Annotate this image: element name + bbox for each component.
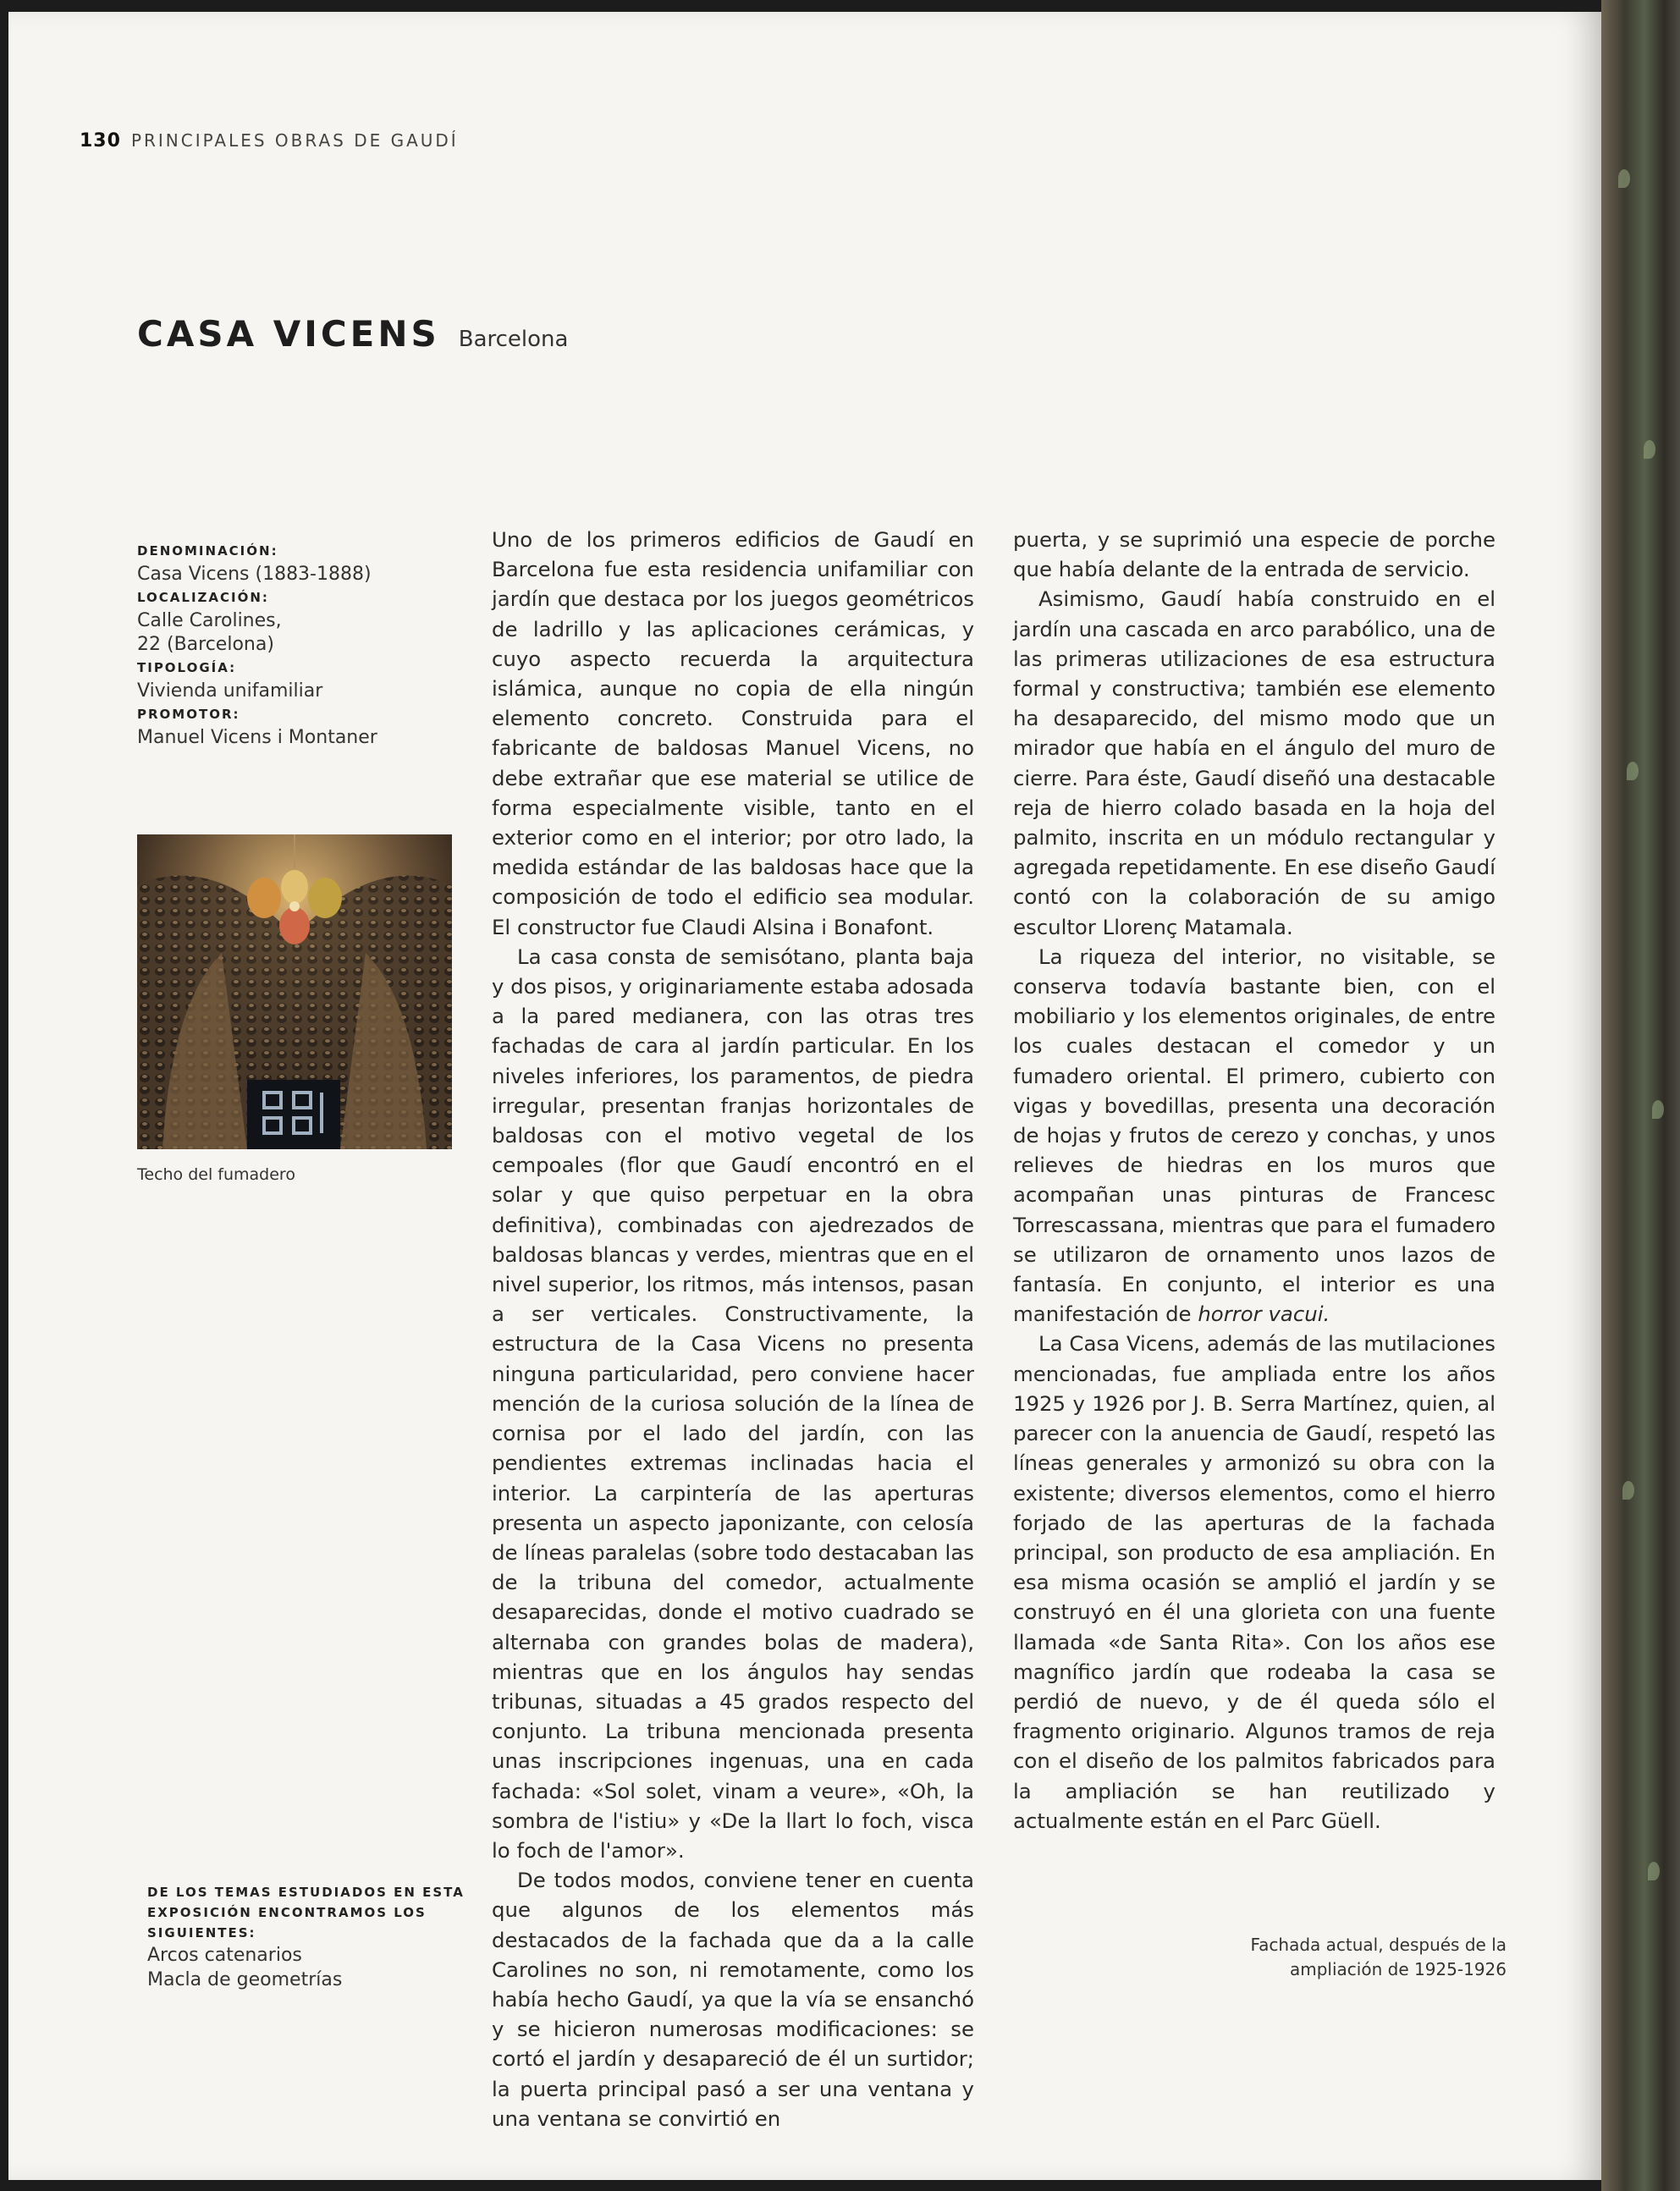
meta-value-promotor: Manuel Vicens i Montaner bbox=[137, 727, 377, 748]
ceiling-photo-illustration bbox=[137, 834, 452, 1149]
body-column-1 bbox=[492, 525, 974, 2133]
meta-value-tipologia: Vivienda unifamiliar bbox=[137, 680, 323, 702]
smoking-room-ceiling-photo bbox=[137, 834, 452, 1149]
title-city: Barcelona bbox=[458, 327, 569, 352]
meta-value-localizacion: Calle Carolines, 22 (Barcelona) bbox=[137, 610, 282, 655]
meta-label-tipologia: TIPOLOGÍA: bbox=[137, 660, 237, 675]
running-head bbox=[80, 130, 459, 151]
themes-block bbox=[147, 1882, 486, 1992]
metadata-block bbox=[137, 540, 459, 750]
body-column-2 bbox=[1013, 525, 1495, 1836]
body-paragraph: La Casa Vicens, además de las mutilaciones mencionadas, fue ampliada entre los años 1925 y 1926 por J. B. Serra Martínez, quien, al parecer con la anuencia de Gaudí, respetó las líneas generales y armonizó su obra con la existente; diversos elementos, como el hierro forjado de las aperturas de la fachada principal, son producto de esa ampliación. En esa misma ocasión se amplió el jardín y se construyó en él una glorieta con una fuente llamada «de Santa Rita». Con los años ese magnífico jardín que rodeaba la casa se perdió de nuevo, y de él queda sólo el fragmento originario. Algunos tramos de reja con el diseño de los palmitos fabricados para la ampliación se han reutilizado y actualmente están en el Parc Güell. bbox=[1013, 1331, 1495, 1833]
leaf-shape bbox=[1648, 1862, 1660, 1880]
body-paragraph: De todos modos, conviene tener en cuenta que algunos de los elementos más destacados de la fachada que da a la calle Carolines no son, ni remotamente, como los había hecho Gaudí, ya que la vía se ensanchó y se hicieron numerosas modificaciones: se cortó el jardín y desapareció de él un surtidor; la puerta principal pasó a ser una ventana y una ventana se convirtió en bbox=[492, 1868, 974, 2131]
title-main: CASA VICENS bbox=[137, 313, 440, 355]
body-paragraph: Asimismo, Gaudí había construido en el jardín una cascada en arco parabólico, una de las primeras utilizaciones de esa estructura formal y constructiva; también ese elemento ha desaparecido, del mismo modo que un mirador que había en el ángulo del muro de cierre. Para éste, Gaudí diseñó una destacable reja de hierro colado basada en la hoja del palmito, inscrita en un módulo rectangular y agregada repetidamente. En ese diseño Gaudí contó con la colaboración de su amigo escultor Llorenç Matamala. bbox=[1013, 586, 1495, 939]
leaf-shape bbox=[1644, 440, 1655, 459]
leaf-shape bbox=[1618, 169, 1630, 188]
meta-label-localizacion: LOCALIZACIÓN: bbox=[137, 590, 269, 605]
section-title: PRINCIPALES OBRAS DE GAUDÍ bbox=[130, 130, 459, 151]
figure-caption: Techo del fumadero bbox=[137, 1165, 295, 1184]
body-paragraph bbox=[1013, 942, 1495, 1329]
leaf-shape bbox=[1622, 1481, 1634, 1500]
meta-label-denominacion: DENOMINACIÓN: bbox=[137, 543, 278, 559]
adjacent-page-photo-edge bbox=[1601, 0, 1680, 2191]
body-paragraph: Uno de los primeros edificios de Gaudí en Barcelona fue esta residencia unifamiliar con jardín que destaca por los juegos geométricos de ladrillo y las aplicaciones cerámicas, y cuyo aspecto recuerda la arquitectura islámica, aunque no copia de ella ningún elemento concreto. Construida para el fabricante de baldosas Manuel Vicens, no debe extrañar que ese material se utilice de forma especialmente visible, tanto en el exterior como en el interior; por otro lado, la medida estándar de las baldosas hace que la composición de todo el edificio sea modular. El constructor fue Claudi Alsina i Bonafont. bbox=[492, 527, 974, 939]
body-paragraph: La casa consta de semisótano, planta baja y dos pisos, y originariamente estaba adosada a la pared medianera, con las otras tres fachadas de cara al jardín particular. En los niveles inferiores, los paramentos, de piedra irregular, presentan franjas horizontales de baldosas con el motivo vegetal de los cempoales (flor que Gaudí encontró en el solar y que quiso perpetuar en la obra definitiva), combinadas con ajedrezados de baldosas blancas y verdes, mientras que en el nivel superior, los ritmos, más intensos, pasan a ser verticales. Constructivamente, la estructura de la Casa Vicens no presenta ninguna particularidad, pero conviene hacer mención de la curiosa solución de la línea de cornisa por el lado del jardín, con las pendientes extremas inclinadas hacia el interior. La carpintería de las aperturas presenta un aspecto japonizante, con celosía de líneas paralelas (sobre todo destacaban las de la tribuna del comedor, actualmente desaparecidas, donde el motivo cuadrado se alternaba con grandes bolas de madera), mientras que en los ángulos hay sendas tribunas, situadas a 45 grados respecto del conjunto. La tribuna mencionada presenta unas inscripciones ingenuas, una en cada fachada: «Sol solet, vinam a veure», «Oh, la sombra de l'istiu» y «De la llart lo foch, visca lo foch de l'amor». bbox=[492, 944, 974, 1863]
latin-phrase: horror vacui. bbox=[1198, 1302, 1330, 1327]
leaf-shape bbox=[1652, 1100, 1664, 1119]
facade-caption: Fachada actual, después de la ampliación de 1925-1926 bbox=[1250, 1935, 1506, 1979]
book-page bbox=[8, 12, 1601, 2180]
body-paragraph-text: La riqueza del interior, no visitable, se conserva todavía bastante bien, con el mobiliario y los elementos originales, de entre los cuales destacan el comedor y un fumadero oriental. El primero, cubierto con vigas y bovedillas, presenta una decoración de hojas y frutos de cerezo y conchas, y unos relieves de hiedras en los muros que acompañan unas pinturas de Francesc Torrescassana, mientras que para el fumadero se utilizaron de ornamento unos lazos de fantasía. En conjunto, el interior es una manifestación de bbox=[1013, 944, 1495, 1327]
meta-label-promotor: PROMOTOR: bbox=[137, 707, 240, 722]
page-title bbox=[137, 313, 568, 355]
meta-value-denominacion: Casa Vicens (1883-1888) bbox=[137, 564, 372, 585]
theme-item: Arcos catenarios bbox=[147, 1945, 302, 1966]
body-paragraph: puerta, y se suprimió una especie de porche que había delante de la entrada de servicio. bbox=[1013, 527, 1495, 582]
page-number: 130 bbox=[80, 130, 121, 151]
themes-label: DE LOS TEMAS ESTUDIADOS EN ESTA EXPOSICIÓN ENCONTRAMOS LOS SIGUIENTES: bbox=[147, 1885, 465, 1941]
leaf-shape bbox=[1627, 762, 1639, 780]
theme-item: Macla de geometrías bbox=[147, 1969, 343, 1990]
